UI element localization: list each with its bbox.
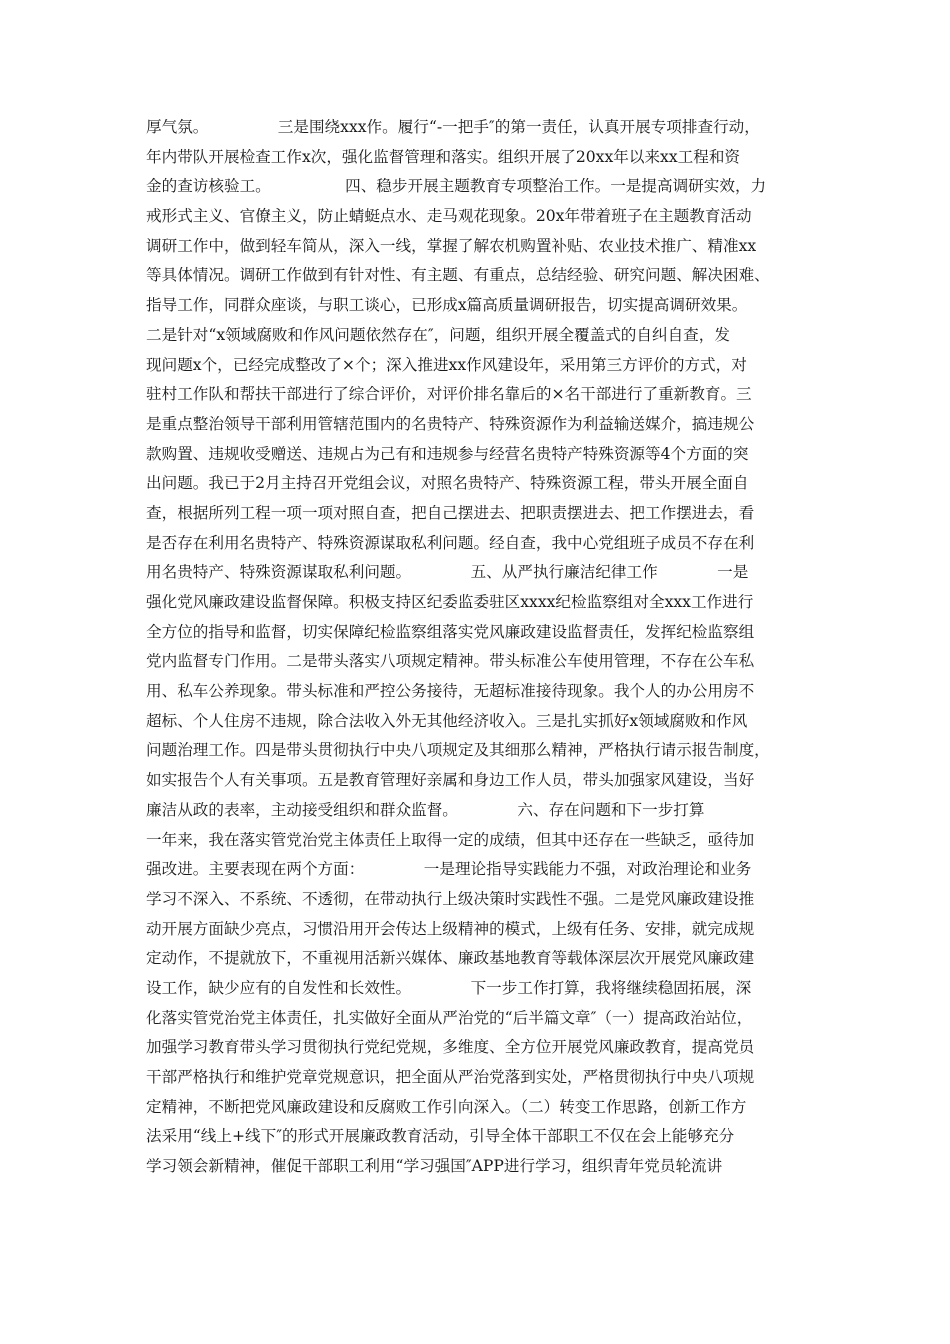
- text-line: 厚气氛。 三是围绕xxx作。履行“-一把手″的第一责任，认真开展专项排查行动，: [146, 118, 760, 136]
- text-line: 强化党风廉政建设监督保障。积极支持区纪委监委驻区xxxx纪检监察组对全xxx工作进行: [146, 593, 754, 611]
- text-line: 如实报告个人有关事项。五是教育管理好亲属和身边工作人员，带头加强家风建设，当好: [146, 771, 755, 790]
- text-line: 用名贵特产、特殊资源谋取私利问题。 五、从严执行廉洁纪律工作 一是: [146, 563, 749, 582]
- text-line: 调研工作中，做到轻车简从，深入一线，掌握了解农机购置补贴、农业技术推广、精准xx: [146, 236, 757, 255]
- text-line: 设工作，缺少应有的自发性和长效性。 下一步工作打算，我将继续稳固拓展，深: [146, 978, 752, 997]
- text-line: 是否存在利用名贵特产、特殊资源谋取私利问题。经自查，我中心党组班子成员不存在利: [146, 533, 755, 552]
- document-body: [146, 113, 816, 1182]
- text-line: 出问题。我已于2月主持召开党组会议，对照名贵特产、特殊资源工程，带头开展全面自: [146, 474, 749, 493]
- text-line: 查，根据所列工程一项一项对照自查，把自己摆进去、把职责摆进去、把工作摆进去，看: [146, 503, 755, 522]
- text-line: 学习领会新精神，催促干部职工利用“学习强国″APP进行学习，组织青年党员轮流讲: [146, 1157, 723, 1176]
- text-line: 化落实管党治党主体责任，扎实做好全面从严治党的“后半篇文章″（一）提高政治站位，: [146, 1008, 753, 1027]
- text-line: 现问题x个，已经完成整改了×个；深入推进xx作风建设年，采用第三方评价的方式，对: [146, 355, 747, 374]
- text-line: 指导工作，同群众座谈，与职工谈心，已形成x篇高质量调研报告，切实提高调研效果。: [146, 296, 748, 315]
- text-line: 是重点整治领导干部利用管辖范围内的名贵特产、特殊资源作为利益输送媒介，搞违规公: [146, 414, 755, 433]
- text-line: 驻村工作队和帮扶干部进行了综合评价，对评价排名靠后的×名干部进行了重新教育。三: [146, 385, 752, 404]
- text-line: 问题治理工作。四是带头贯彻执行中央八项规定及其细那么精神，严格执行请示报告制度，: [146, 741, 770, 760]
- text-line: 等具体情况。调研工作做到有针对性、有主题、有重点，总结经验、研究问题、解决困难、: [146, 266, 770, 285]
- text-line: 法采用“线上+线下″的形式开展廉政教育活动，引导全体干部职工不仅在会上能够充分: [146, 1127, 735, 1146]
- text-line: 戒形式主义、官僚主义，防止蜻蜓点水、走马观花现象。20x年带着班子在主题教育活动: [146, 207, 752, 226]
- text-line: 款购置、违规收受赠送、违规占为己有和违规参与经营名贵特产特殊资源等4个方面的突: [146, 444, 749, 463]
- text-line: 全方位的指导和监督，切实保障纪检监察组落实党风廉政建设监督责任，发挥纪检监察组: [146, 622, 755, 641]
- text-line: 党内监督专门作用。二是带头落实八项规定精神。带头标准公车使用管理，不存在公车私: [146, 652, 755, 671]
- text-line: 定精神，不断把党风廉政建设和反腐败工作引向深入。（二）转变工作思路，创新工作方: [146, 1097, 747, 1116]
- text-line: 加强学习教育带头学习贯彻执行党纪党规，多维度、全方位开展党风廉政教育，提高党员: [146, 1038, 755, 1057]
- text-line: 定动作，不提就放下，不重视用活新兴媒体、廉政基地教育等载体深层次开展党风廉政建: [146, 949, 755, 968]
- text-line: 廉洁从政的表率，主动接受组织和群众监督。 六、存在问题和下一步打算: [146, 800, 705, 819]
- text-line: 年内带队开展检查工作x次，强化监督管理和落实。组织开展了20xx年以来xx工程和资: [146, 147, 741, 166]
- text-line: 金的查访核验工。 四、稳步开展主题教育专项整治工作。一是提高调研实效，力: [146, 177, 767, 196]
- text-line: 干部严格执行和维护党章党规意识，把全面从严治党落到实处，严格贯彻执行中央八项规: [146, 1068, 755, 1086]
- text-line: 用、私车公养现象。带头标准和严控公务接待，无超标准接待现象。我个人的办公用房不: [146, 682, 755, 701]
- text-line: 一年来，我在落实管党治党主体责任上取得一定的成绩，但其中还存在一些缺乏，亟待加: [146, 830, 755, 849]
- text-line: 学习不深入、不系统、不透彻，在带动执行上级决策时实践性不强。二是党风廉政建设推: [146, 889, 755, 908]
- text-line: 动开展方面缺少亮点，习惯沿用开会传达上级精神的模式，上级有任务、安排，就完成规: [146, 919, 755, 938]
- text-line: 二是针对“x领域腐败和作风问题依然存在″，问题，组织开展全覆盖式的自纠自查，发: [146, 325, 730, 344]
- text-line: 强改进。主要表现在两个方面： 一是理论指导实践能力不强，对政治理论和业务: [146, 860, 752, 879]
- text-line: 超标、个人住房不违规，除合法收入外无其他经济收入。三是扎实抓好x领域腐败和作风: [146, 711, 748, 730]
